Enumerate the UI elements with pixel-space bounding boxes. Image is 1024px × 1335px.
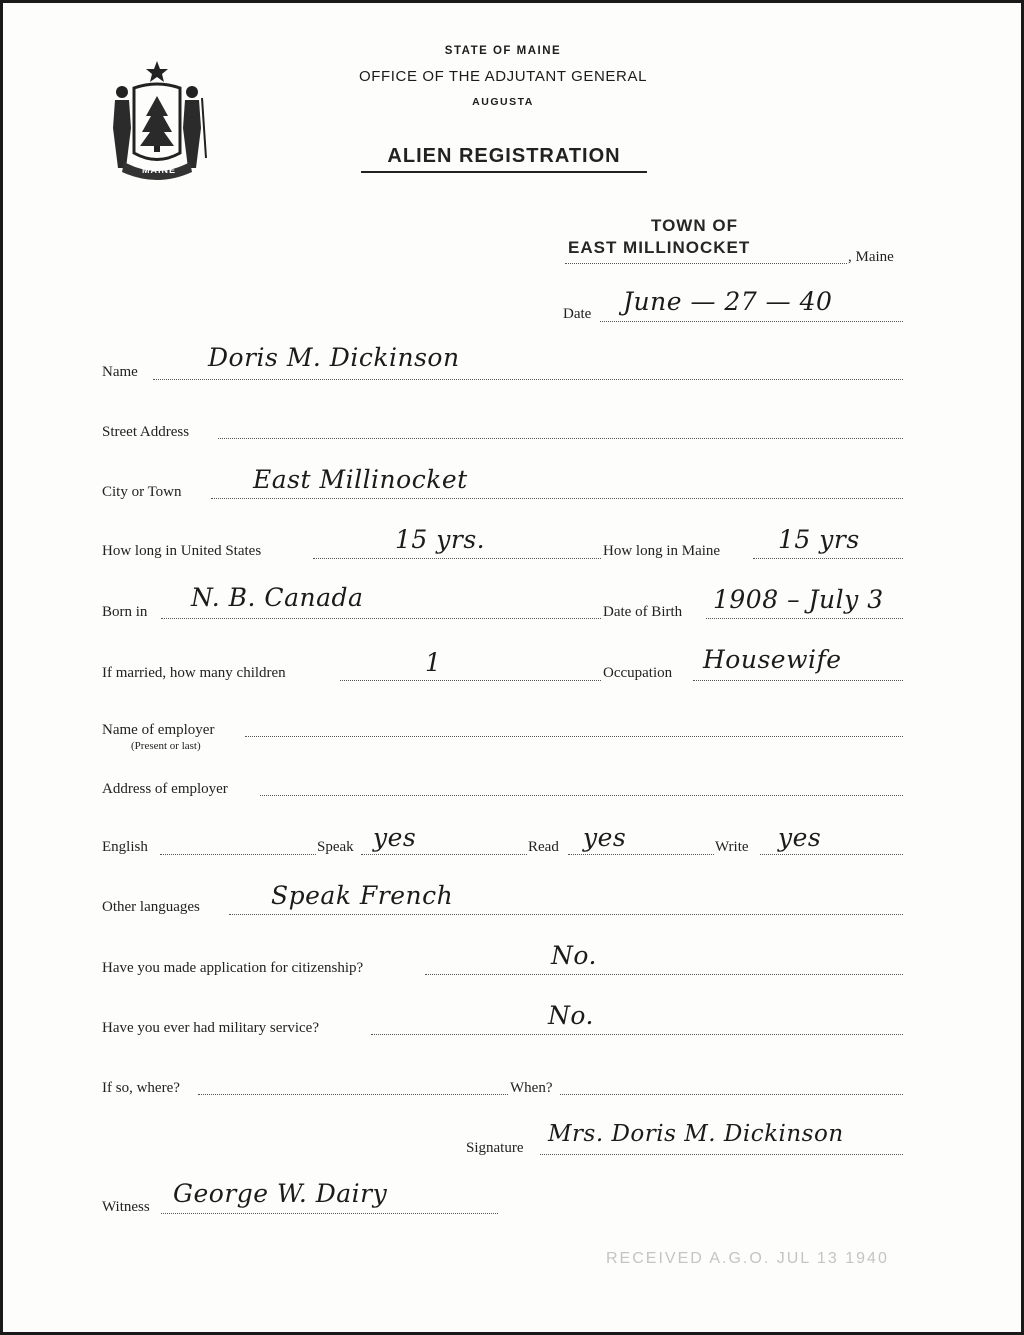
- occupation-label: Occupation: [603, 665, 673, 681]
- write-value: yes: [778, 823, 822, 852]
- header-city: AUGUSTA: [472, 96, 534, 108]
- date-of-birth-value: 1908 – July 3: [713, 585, 884, 614]
- street-address-label: Street Address: [102, 424, 190, 440]
- speak-label: Speak: [317, 839, 354, 855]
- how-long-maine-label: How long in Maine: [603, 543, 721, 559]
- date-label: Date: [563, 306, 592, 322]
- header-office: OFFICE OF THE ADJUTANT GENERAL: [358, 68, 648, 85]
- military-label: Have you ever had military service?: [102, 1020, 319, 1036]
- children-label: If married, how many children: [102, 665, 286, 681]
- write-label: Write: [715, 839, 749, 855]
- name-label: Name: [102, 364, 138, 380]
- town-stamp-line1: TOWN OF: [651, 216, 738, 235]
- city-value: East Millinocket: [253, 465, 468, 494]
- maine-state-seal-icon: [106, 58, 208, 183]
- when-label: When?: [510, 1080, 553, 1096]
- town-stamp-line2: EAST MILLINOCKET: [568, 238, 751, 257]
- employer-name-label: Name of employer: [102, 722, 215, 738]
- born-in-value: N. B. Canada: [191, 583, 364, 612]
- other-languages-label: Other languages: [102, 899, 200, 915]
- witness-value: George W. Dairy: [173, 1179, 388, 1208]
- where-label: If so, where?: [102, 1080, 180, 1096]
- citizenship-value: No.: [551, 941, 597, 970]
- signature-value: Mrs. Doris M. Dickinson: [548, 1121, 844, 1147]
- town-line: [565, 263, 847, 264]
- born-in-label: Born in: [102, 604, 148, 620]
- form-title: ALIEN REGISTRATION: [361, 145, 647, 173]
- date-value: June — 27 — 40: [623, 287, 833, 316]
- citizenship-label: Have you made application for citizenship?: [102, 960, 364, 976]
- how-long-us-value: 15 yrs.: [395, 525, 486, 554]
- seal-banner-text: MAINE: [142, 165, 176, 175]
- how-long-maine-value: 15 yrs: [778, 525, 860, 554]
- other-languages-value: Speak French: [271, 881, 454, 910]
- military-value: No.: [548, 1001, 594, 1030]
- how-long-us-label: How long in United States: [102, 543, 262, 559]
- name-value: Doris M. Dickinson: [208, 343, 460, 372]
- witness-label: Witness: [102, 1199, 150, 1215]
- occupation-value: Housewife: [703, 645, 842, 674]
- date-of-birth-label: Date of Birth: [603, 604, 683, 620]
- read-value: yes: [583, 823, 627, 852]
- speak-value: yes: [373, 823, 417, 852]
- english-label: English: [102, 839, 148, 855]
- children-value: 1: [425, 648, 442, 677]
- city-label: City or Town: [102, 484, 182, 500]
- signature-label: Signature: [466, 1140, 524, 1156]
- header-state: STATE OF MAINE: [444, 45, 562, 57]
- maine-label: , Maine: [848, 249, 894, 265]
- read-label: Read: [528, 839, 559, 855]
- employer-address-label: Address of employer: [102, 781, 228, 797]
- received-stamp: RECEIVED A.G.O. JUL 13 1940: [606, 1250, 889, 1267]
- employer-note: (Present or last): [131, 740, 201, 752]
- registration-form: [3, 3, 1021, 1332]
